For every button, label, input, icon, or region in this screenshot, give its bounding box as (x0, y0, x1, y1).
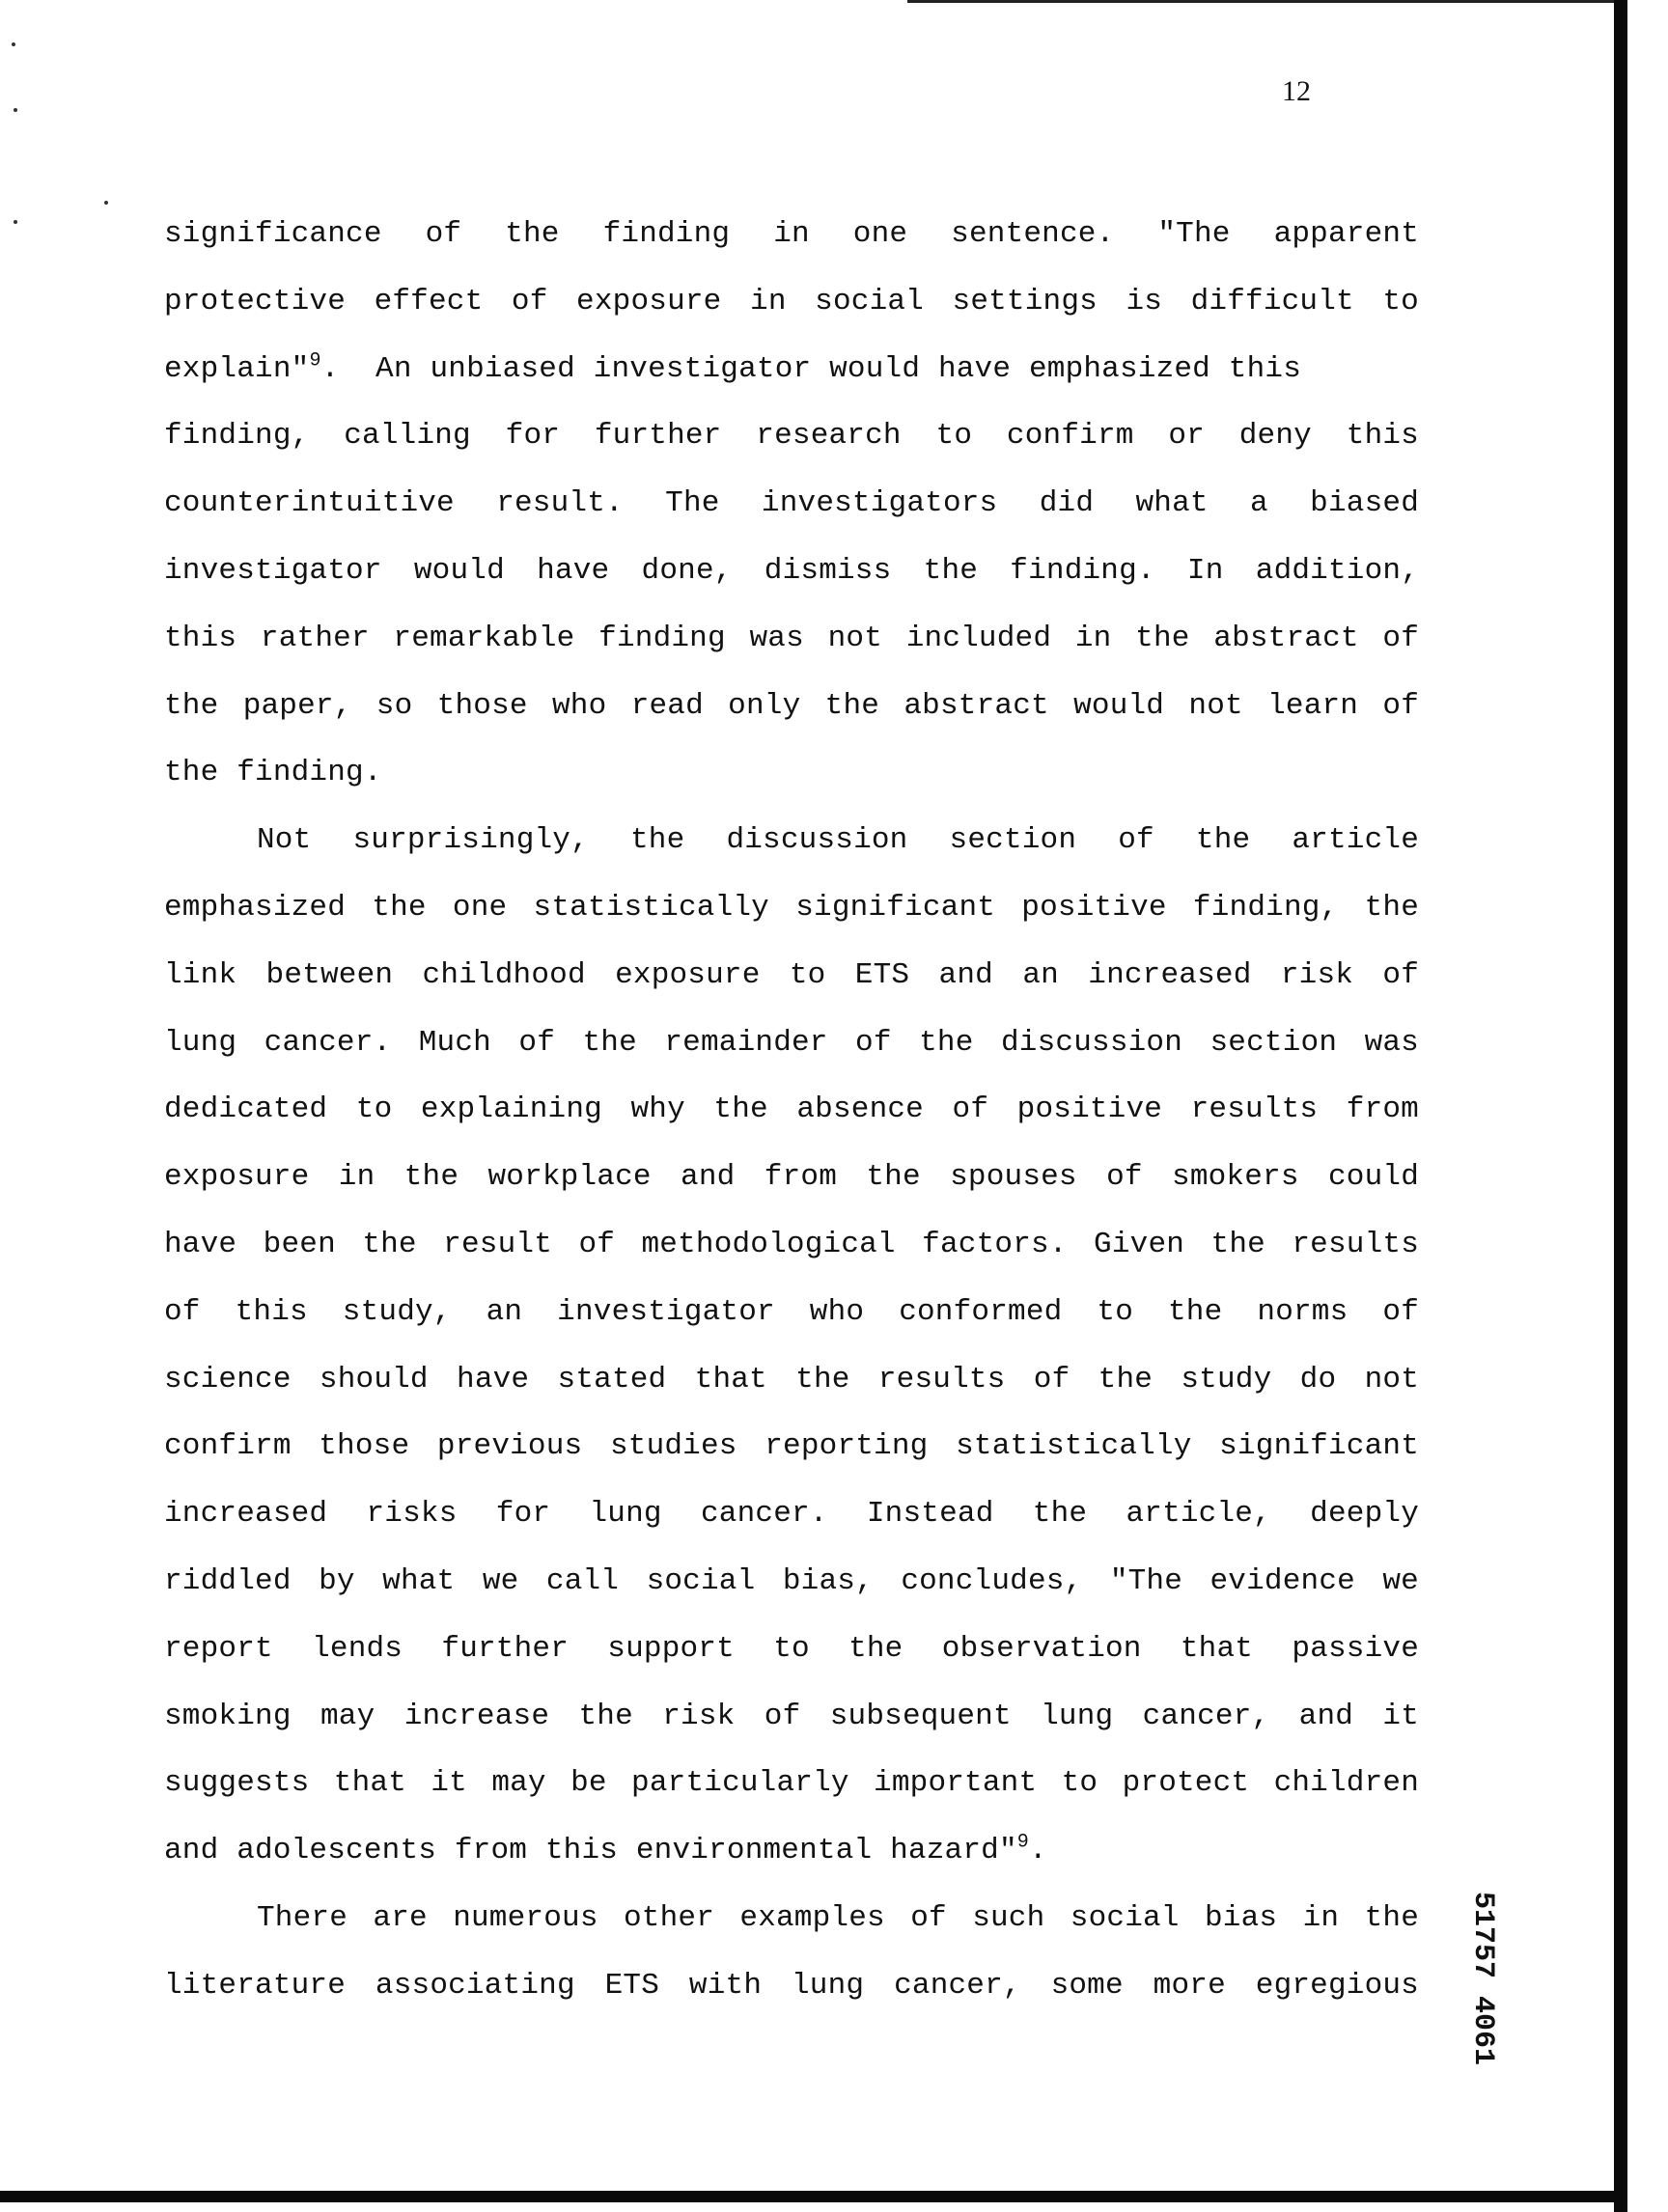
text-line: Not surprisingly, the discussion section of the article (257, 823, 1419, 858)
text-line: dedicated to explaining why the absence of positive results from (164, 1092, 1419, 1127)
text-line: investigator would have done, dismiss the finding. In addition, (164, 553, 1419, 588)
text-line: emphasized the one statistically significant positive finding, the (164, 890, 1419, 925)
paragraph-3 (164, 1885, 1419, 2020)
scan-speck (12, 42, 15, 46)
text-line (164, 336, 1419, 403)
scan-speck (104, 201, 108, 205)
text-line: report lends further support to the observation that passive (164, 1631, 1419, 1666)
text-line: smoking may increase the risk of subsequent lung cancer, and it (164, 1699, 1419, 1733)
text-line: riddled by what we call social bias, concludes, "The evidence we (164, 1563, 1419, 1598)
paragraph-1 (164, 201, 1419, 807)
scan-border-right (1614, 0, 1627, 2212)
text-segment: explain" (164, 351, 310, 386)
text-segment: . An unbiased investigator would have emphasized this (320, 351, 1302, 386)
text-line: significance of the finding in one sentence. "The apparent (164, 217, 1419, 251)
scan-speck (14, 220, 17, 224)
text-line (164, 1817, 1419, 1885)
footnote-marker: 9 (1016, 1831, 1029, 1854)
document-id-stamp (1463, 1872, 1502, 2085)
scan-edge-line (907, 0, 1614, 3)
text-line: confirm those previous studies reporting statistically significant (164, 1429, 1419, 1464)
footnote-marker: 9 (309, 349, 321, 373)
text-line: suggests that it may be particularly important to protect children (164, 1766, 1419, 1801)
paragraph-2 (164, 807, 1419, 1885)
text-line: have been the result of methodological factors. Given the results (164, 1227, 1419, 1261)
body-text (164, 201, 1419, 2020)
text-line: of this study, an investigator who conformed to the norms of (164, 1294, 1419, 1329)
text-line: this rather remarkable finding was not included in the abstract of (164, 621, 1419, 655)
text-line: finding, calling for further research to confirm or deny this (164, 419, 1419, 454)
text-line: the paper, so those who read only the abstract would not learn of (164, 688, 1419, 723)
page-number: 12 (1282, 75, 1311, 107)
text-line: science should have stated that the results of the study do not (164, 1362, 1419, 1396)
text-segment: and adolescents from this environmental hazard" (164, 1834, 1017, 1868)
text-line: the finding. (164, 756, 382, 790)
text-line: link between childhood exposure to ETS and an increased risk of (164, 957, 1419, 992)
scan-speck (14, 108, 17, 112)
text-segment: . (1028, 1834, 1047, 1868)
text-line: lung cancer. Much of the remainder of the discussion section was (164, 1025, 1419, 1060)
text-line: literature associating ETS with lung cancer, some more egregious (164, 1968, 1419, 2003)
scan-border-bottom (0, 2191, 1627, 2202)
text-line: exposure in the workplace and from the spouses of smokers could (164, 1160, 1419, 1195)
text-line: increased risks for lung cancer. Instead the article, deeply (164, 1497, 1419, 1532)
text-line: counterintuitive result. The investigators did what a biased (164, 486, 1419, 521)
text-line: There are numerous other examples of such social bias in the (257, 1900, 1419, 1935)
document-id: 51757 4061 (1466, 1891, 1499, 2066)
text-line: protective effect of exposure in social settings is difficult to (164, 284, 1419, 318)
